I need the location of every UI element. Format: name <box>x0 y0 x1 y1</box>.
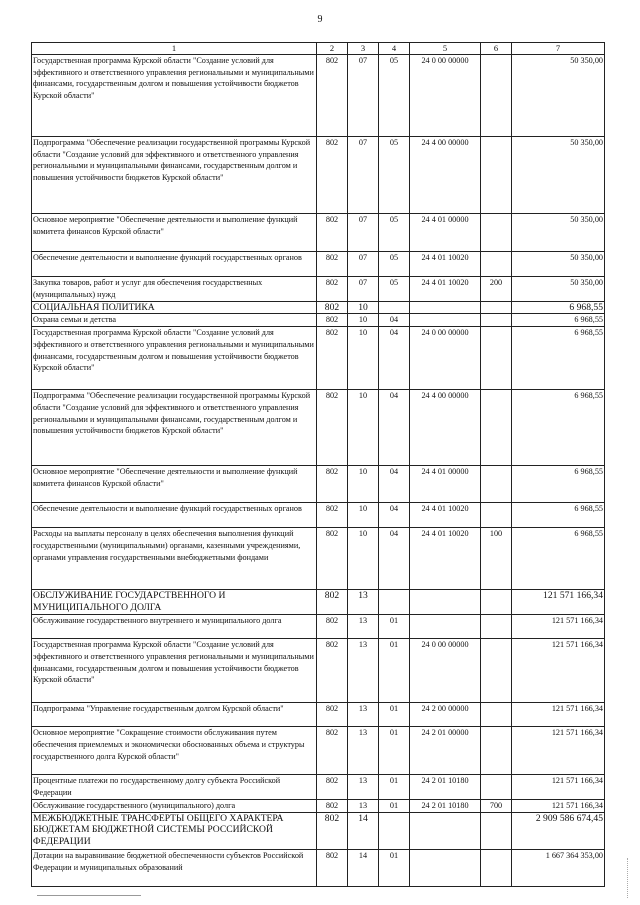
row-vr <box>481 775 512 800</box>
row-rz: 13 <box>348 727 379 775</box>
row-vr <box>481 503 512 528</box>
row-name: Государственная программа Курской области "Создание условий для эффективного и ответственного управления региональными и муниципальными финансами, государственным долгом и повышения устойчивости бюджетов Курской области" <box>32 639 317 703</box>
row-vr: 700 <box>481 800 512 813</box>
row-gr: 802 <box>317 503 348 528</box>
row-pr: 01 <box>379 703 410 727</box>
table-row <box>32 466 605 503</box>
row-gr: 802 <box>317 137 348 214</box>
row-sum: 1 667 364 353,00 <box>512 849 605 886</box>
row-vr <box>481 390 512 466</box>
row-csr <box>410 302 481 314</box>
row-vr <box>481 639 512 703</box>
row-gr: 802 <box>317 590 348 615</box>
table-row <box>32 503 605 528</box>
page-number: 9 <box>317 14 323 25</box>
row-sum: 50 350,00 <box>512 55 605 137</box>
row-vr: 200 <box>481 277 512 302</box>
row-sum: 121 571 166,34 <box>512 703 605 727</box>
row-name: Расходы на выплаты персоналу в целях обеспечения выполнения функций государственными (муниципальными) органами, казенными учреждениями, органами управления государственными внебюджетными фондами <box>32 528 317 590</box>
row-gr: 802 <box>317 390 348 466</box>
row-gr: 802 <box>317 703 348 727</box>
row-pr <box>379 590 410 615</box>
row-csr: 24 4 01 10020 <box>410 503 481 528</box>
row-gr: 802 <box>317 775 348 800</box>
row-gr: 802 <box>317 615 348 639</box>
row-rz: 10 <box>348 327 379 390</box>
row-rz: 10 <box>348 503 379 528</box>
row-csr: 24 2 01 10180 <box>410 775 481 800</box>
row-rz: 14 <box>348 849 379 886</box>
table-row <box>32 252 605 277</box>
row-rz: 13 <box>348 615 379 639</box>
row-pr: 05 <box>379 252 410 277</box>
header-cell: 1 <box>32 43 317 55</box>
header-cell: 7 <box>512 43 605 55</box>
row-csr <box>410 590 481 615</box>
table-row <box>32 727 605 775</box>
row-rz: 10 <box>348 390 379 466</box>
row-vr <box>481 812 512 849</box>
row-name: Обслуживание государственного внутреннего и муниципального долга <box>32 615 317 639</box>
budget-table <box>31 42 605 887</box>
row-name: Подпрограмма "Обеспечение реализации государственной программы Курской области "Создание условий для эффективного и ответственного управления региональными и муниципальными финансами, государственным долгом и повышения устойчивости бюджетов Курской области" <box>32 137 317 214</box>
margin-marks <box>627 858 631 898</box>
table-row <box>32 390 605 466</box>
row-csr <box>410 314 481 327</box>
row-name: Основное мероприятие "Обеспечение деятельности и выполнение функций комитета финансов Курской области" <box>32 466 317 503</box>
header-cell: 2 <box>317 43 348 55</box>
row-pr: 01 <box>379 615 410 639</box>
row-name: Охрана семьи и детства <box>32 314 317 327</box>
row-sum: 121 571 166,34 <box>512 800 605 813</box>
row-rz: 13 <box>348 703 379 727</box>
row-gr: 802 <box>317 214 348 252</box>
row-csr: 24 4 01 10020 <box>410 528 481 590</box>
row-rz: 10 <box>348 314 379 327</box>
row-sum: 121 571 166,34 <box>512 615 605 639</box>
row-name: Государственная программа Курской области "Создание условий для эффективного и ответственного управления региональными и муниципальными финансами, государственным долгом и повышения устойчивости бюджетов Курской области" <box>32 55 317 137</box>
row-vr <box>481 137 512 214</box>
row-csr: 24 0 00 00000 <box>410 55 481 137</box>
row-pr: 04 <box>379 466 410 503</box>
row-sum: 6 968,55 <box>512 314 605 327</box>
row-csr: 24 4 01 00000 <box>410 214 481 252</box>
row-gr: 802 <box>317 528 348 590</box>
row-csr: 24 4 00 00000 <box>410 390 481 466</box>
row-rz: 07 <box>348 277 379 302</box>
row-csr <box>410 849 481 886</box>
row-pr: 01 <box>379 775 410 800</box>
row-gr: 802 <box>317 277 348 302</box>
row-pr: 04 <box>379 314 410 327</box>
header-cell: 6 <box>481 43 512 55</box>
row-pr: 01 <box>379 639 410 703</box>
row-vr <box>481 703 512 727</box>
row-sum: 6 968,55 <box>512 302 605 314</box>
table-row <box>32 812 605 849</box>
row-csr: 24 2 01 10180 <box>410 800 481 813</box>
row-name: Процентные платежи по государственному долгу субъекта Российской Федерации <box>32 775 317 800</box>
table-row <box>32 615 605 639</box>
row-sum: 6 968,55 <box>512 390 605 466</box>
row-csr: 24 4 01 10020 <box>410 252 481 277</box>
row-vr <box>481 615 512 639</box>
row-gr: 802 <box>317 55 348 137</box>
header-cell: 4 <box>379 43 410 55</box>
row-name: Основное мероприятие "Обеспечение деятельности и выполнение функций комитета финансов Курской области" <box>32 214 317 252</box>
row-pr: 04 <box>379 327 410 390</box>
row-pr: 04 <box>379 503 410 528</box>
row-name: МЕЖБЮДЖЕТНЫЕ ТРАНСФЕРТЫ ОБЩЕГО ХАРАКТЕРА БЮДЖЕТАМ БЮДЖЕТНОЙ СИСТЕМЫ РОССИЙСКОЙ ФЕДЕРАЦИИ <box>32 812 317 849</box>
row-sum: 50 350,00 <box>512 277 605 302</box>
row-vr <box>481 55 512 137</box>
row-rz: 10 <box>348 528 379 590</box>
row-rz: 13 <box>348 590 379 615</box>
row-gr: 802 <box>317 812 348 849</box>
row-name: Государственная программа Курской области "Создание условий для эффективного и ответственного управления региональными и муниципальными финансами, государственным долгом и повышения устойчивости бюджетов Курской области" <box>32 327 317 390</box>
row-gr: 802 <box>317 302 348 314</box>
row-vr <box>481 727 512 775</box>
row-pr: 01 <box>379 800 410 813</box>
row-rz: 10 <box>348 466 379 503</box>
row-rz: 07 <box>348 252 379 277</box>
row-pr: 01 <box>379 727 410 775</box>
row-sum: 121 571 166,34 <box>512 639 605 703</box>
row-rz: 13 <box>348 639 379 703</box>
row-sum: 6 968,55 <box>512 528 605 590</box>
row-pr: 05 <box>379 55 410 137</box>
table-row <box>32 314 605 327</box>
row-vr <box>481 466 512 503</box>
row-sum: 50 350,00 <box>512 252 605 277</box>
row-rz: 14 <box>348 812 379 849</box>
header-cell: 3 <box>348 43 379 55</box>
row-vr: 100 <box>481 528 512 590</box>
row-pr: 05 <box>379 137 410 214</box>
row-vr <box>481 327 512 390</box>
row-rz: 07 <box>348 137 379 214</box>
row-gr: 802 <box>317 639 348 703</box>
row-sum: 6 968,55 <box>512 503 605 528</box>
row-name: ОБСЛУЖИВАНИЕ ГОСУДАРСТВЕННОГО И МУНИЦИПАЛЬНОГО ДОЛГА <box>32 590 317 615</box>
row-name: Основное мероприятие "Сокращение стоимости обслуживания путем обеспечения приемлемых и экономически обоснованных объема и структуры государственного долга Курской области" <box>32 727 317 775</box>
table-body <box>32 55 605 887</box>
row-gr: 802 <box>317 327 348 390</box>
row-sum: 50 350,00 <box>512 214 605 252</box>
row-gr: 802 <box>317 314 348 327</box>
header-cell: 5 <box>410 43 481 55</box>
row-name: Обеспечение деятельности и выполнение функций государственных органов <box>32 252 317 277</box>
row-sum: 2 909 586 674,45 <box>512 812 605 849</box>
row-vr <box>481 214 512 252</box>
row-gr: 802 <box>317 800 348 813</box>
table-row <box>32 849 605 886</box>
row-name: Подпрограмма "Обеспечение реализации государственной программы Курской области "Создание условий для эффективного и ответственного управления региональными и муниципальными финансами, государственным долгом и повышения устойчивости бюджетов Курской области" <box>32 390 317 466</box>
table-row <box>32 214 605 252</box>
row-pr: 05 <box>379 214 410 252</box>
row-vr <box>481 849 512 886</box>
table-row <box>32 590 605 615</box>
row-gr: 802 <box>317 849 348 886</box>
row-rz: 13 <box>348 775 379 800</box>
row-csr: 24 0 00 00000 <box>410 639 481 703</box>
row-rz: 13 <box>348 800 379 813</box>
row-vr <box>481 590 512 615</box>
row-csr: 24 4 00 00000 <box>410 137 481 214</box>
row-name: Обслуживание государственного (муниципального) долга <box>32 800 317 813</box>
row-name: Дотации на выравнивание бюджетной обеспеченности субъектов Российской Федерации и муниципальных образований <box>32 849 317 886</box>
footer-divider <box>37 895 141 896</box>
row-csr: 24 2 01 00000 <box>410 727 481 775</box>
row-name: Закупка товаров, работ и услуг для обеспечения государственных (муниципальных) нужд <box>32 277 317 302</box>
row-sum: 6 968,55 <box>512 327 605 390</box>
row-csr: 24 4 01 00000 <box>410 466 481 503</box>
row-pr: 05 <box>379 277 410 302</box>
row-csr: 24 4 01 10020 <box>410 277 481 302</box>
table-row <box>32 639 605 703</box>
row-sum: 121 571 166,34 <box>512 775 605 800</box>
table-row <box>32 327 605 390</box>
row-csr <box>410 812 481 849</box>
table-row <box>32 800 605 813</box>
row-name: Подпрограмма "Управление государственным долгом Курской области" <box>32 703 317 727</box>
row-name: СОЦИАЛЬНАЯ ПОЛИТИКА <box>32 302 317 314</box>
row-sum: 121 571 166,34 <box>512 590 605 615</box>
table-row <box>32 528 605 590</box>
row-sum: 6 968,55 <box>512 466 605 503</box>
table-row <box>32 137 605 214</box>
row-gr: 802 <box>317 727 348 775</box>
table-row <box>32 277 605 302</box>
row-sum: 50 350,00 <box>512 137 605 214</box>
row-csr: 24 0 00 00000 <box>410 327 481 390</box>
table-row <box>32 703 605 727</box>
row-vr <box>481 302 512 314</box>
table-row <box>32 55 605 137</box>
row-pr <box>379 302 410 314</box>
row-pr: 04 <box>379 390 410 466</box>
table-row <box>32 775 605 800</box>
row-rz: 10 <box>348 302 379 314</box>
row-gr: 802 <box>317 252 348 277</box>
row-pr <box>379 812 410 849</box>
row-pr: 01 <box>379 849 410 886</box>
row-pr: 04 <box>379 528 410 590</box>
row-sum: 121 571 166,34 <box>512 727 605 775</box>
table-row <box>32 302 605 314</box>
header-row <box>32 43 605 55</box>
row-name: Обеспечение деятельности и выполнение функций государственных органов <box>32 503 317 528</box>
row-csr <box>410 615 481 639</box>
row-rz: 07 <box>348 214 379 252</box>
row-rz: 07 <box>348 55 379 137</box>
row-vr <box>481 252 512 277</box>
row-csr: 24 2 00 00000 <box>410 703 481 727</box>
row-gr: 802 <box>317 466 348 503</box>
row-vr <box>481 314 512 327</box>
